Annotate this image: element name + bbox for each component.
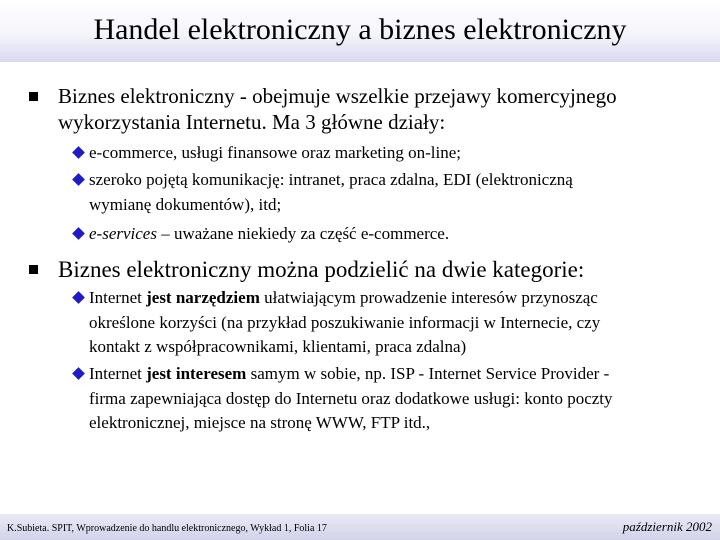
footer-date: październik 2002 (622, 519, 712, 534)
bullet1-sub2-line1: szeroko pojętą komunikację: intranet, praca zdalna, EDI (elektroniczną (89, 170, 573, 189)
footer-citation: K.Subieta. SPIT, Wprowadzenie do handlu elektronicznego, Wykład 1, Folia 17 (7, 523, 327, 534)
bullet1-line1: Biznes elektroniczny - obejmuje wszelkie przejawy komercyjnego (58, 84, 617, 108)
e-services-term: e-services (89, 224, 157, 243)
bullet2-sub1-line1 (89, 287, 598, 309)
bullet2-sub2-pre: Internet (89, 364, 147, 383)
bullet1-sub1: e-commerce, usługi finansowe oraz marketing on-line; (89, 143, 461, 162)
bullet1-sub2-line2: wymianę dokumentów), itd; (89, 195, 282, 214)
bullet2-sub2-bold: jest interesem (146, 364, 247, 383)
bullet2-sub1-line2: określone korzyści (na przykład poszukiwanie informacji w Internecie, czy (89, 313, 601, 332)
bullet2-sub1-line3: kontakt z współpracownikami, klientami, praca zdalna) (89, 337, 467, 356)
bullet2-sub2-line3: elektronicznej, miejsce na stronę WWW, FTP itd., (89, 413, 431, 432)
diamond-bullet-icon (72, 146, 85, 159)
bullet1-sub3 (89, 223, 449, 245)
bullet1-line2: wykorzystania Internetu. Ma 3 główne działy: (58, 110, 446, 134)
square-bullet-icon (29, 92, 38, 101)
diamond-bullet-icon (72, 367, 85, 380)
bullet2-sub1-bold: jest narzędziem (146, 288, 260, 307)
diamond-bullet-icon (72, 227, 85, 240)
square-bullet-icon (29, 265, 38, 274)
bullet2-sub2-line2: firma zapewniająca dostęp do Internetu oraz dodatkowe usługi: konto poczty (89, 389, 613, 408)
bullet2-sub2-line1 (89, 363, 609, 385)
bullet2-sub2-post: samym w sobie, np. ISP - Internet Service Provider - (246, 364, 610, 383)
diamond-bullet-icon (72, 173, 85, 186)
diamond-bullet-icon (72, 291, 85, 304)
bullet2-sub1-pre: Internet (89, 288, 147, 307)
slide-title: Handel elektroniczny a biznes elektroniczny (93, 13, 627, 46)
bullet1-sub3-rest: – uważane niekiedy za część e-commerce. (156, 224, 450, 243)
bullet2-sub1-post: ułatwiającym prowadzenie interesów przynosząc (259, 288, 598, 307)
bullet2-line1: Biznes elektroniczny można podzielić na dwie kategorie: (58, 257, 585, 282)
